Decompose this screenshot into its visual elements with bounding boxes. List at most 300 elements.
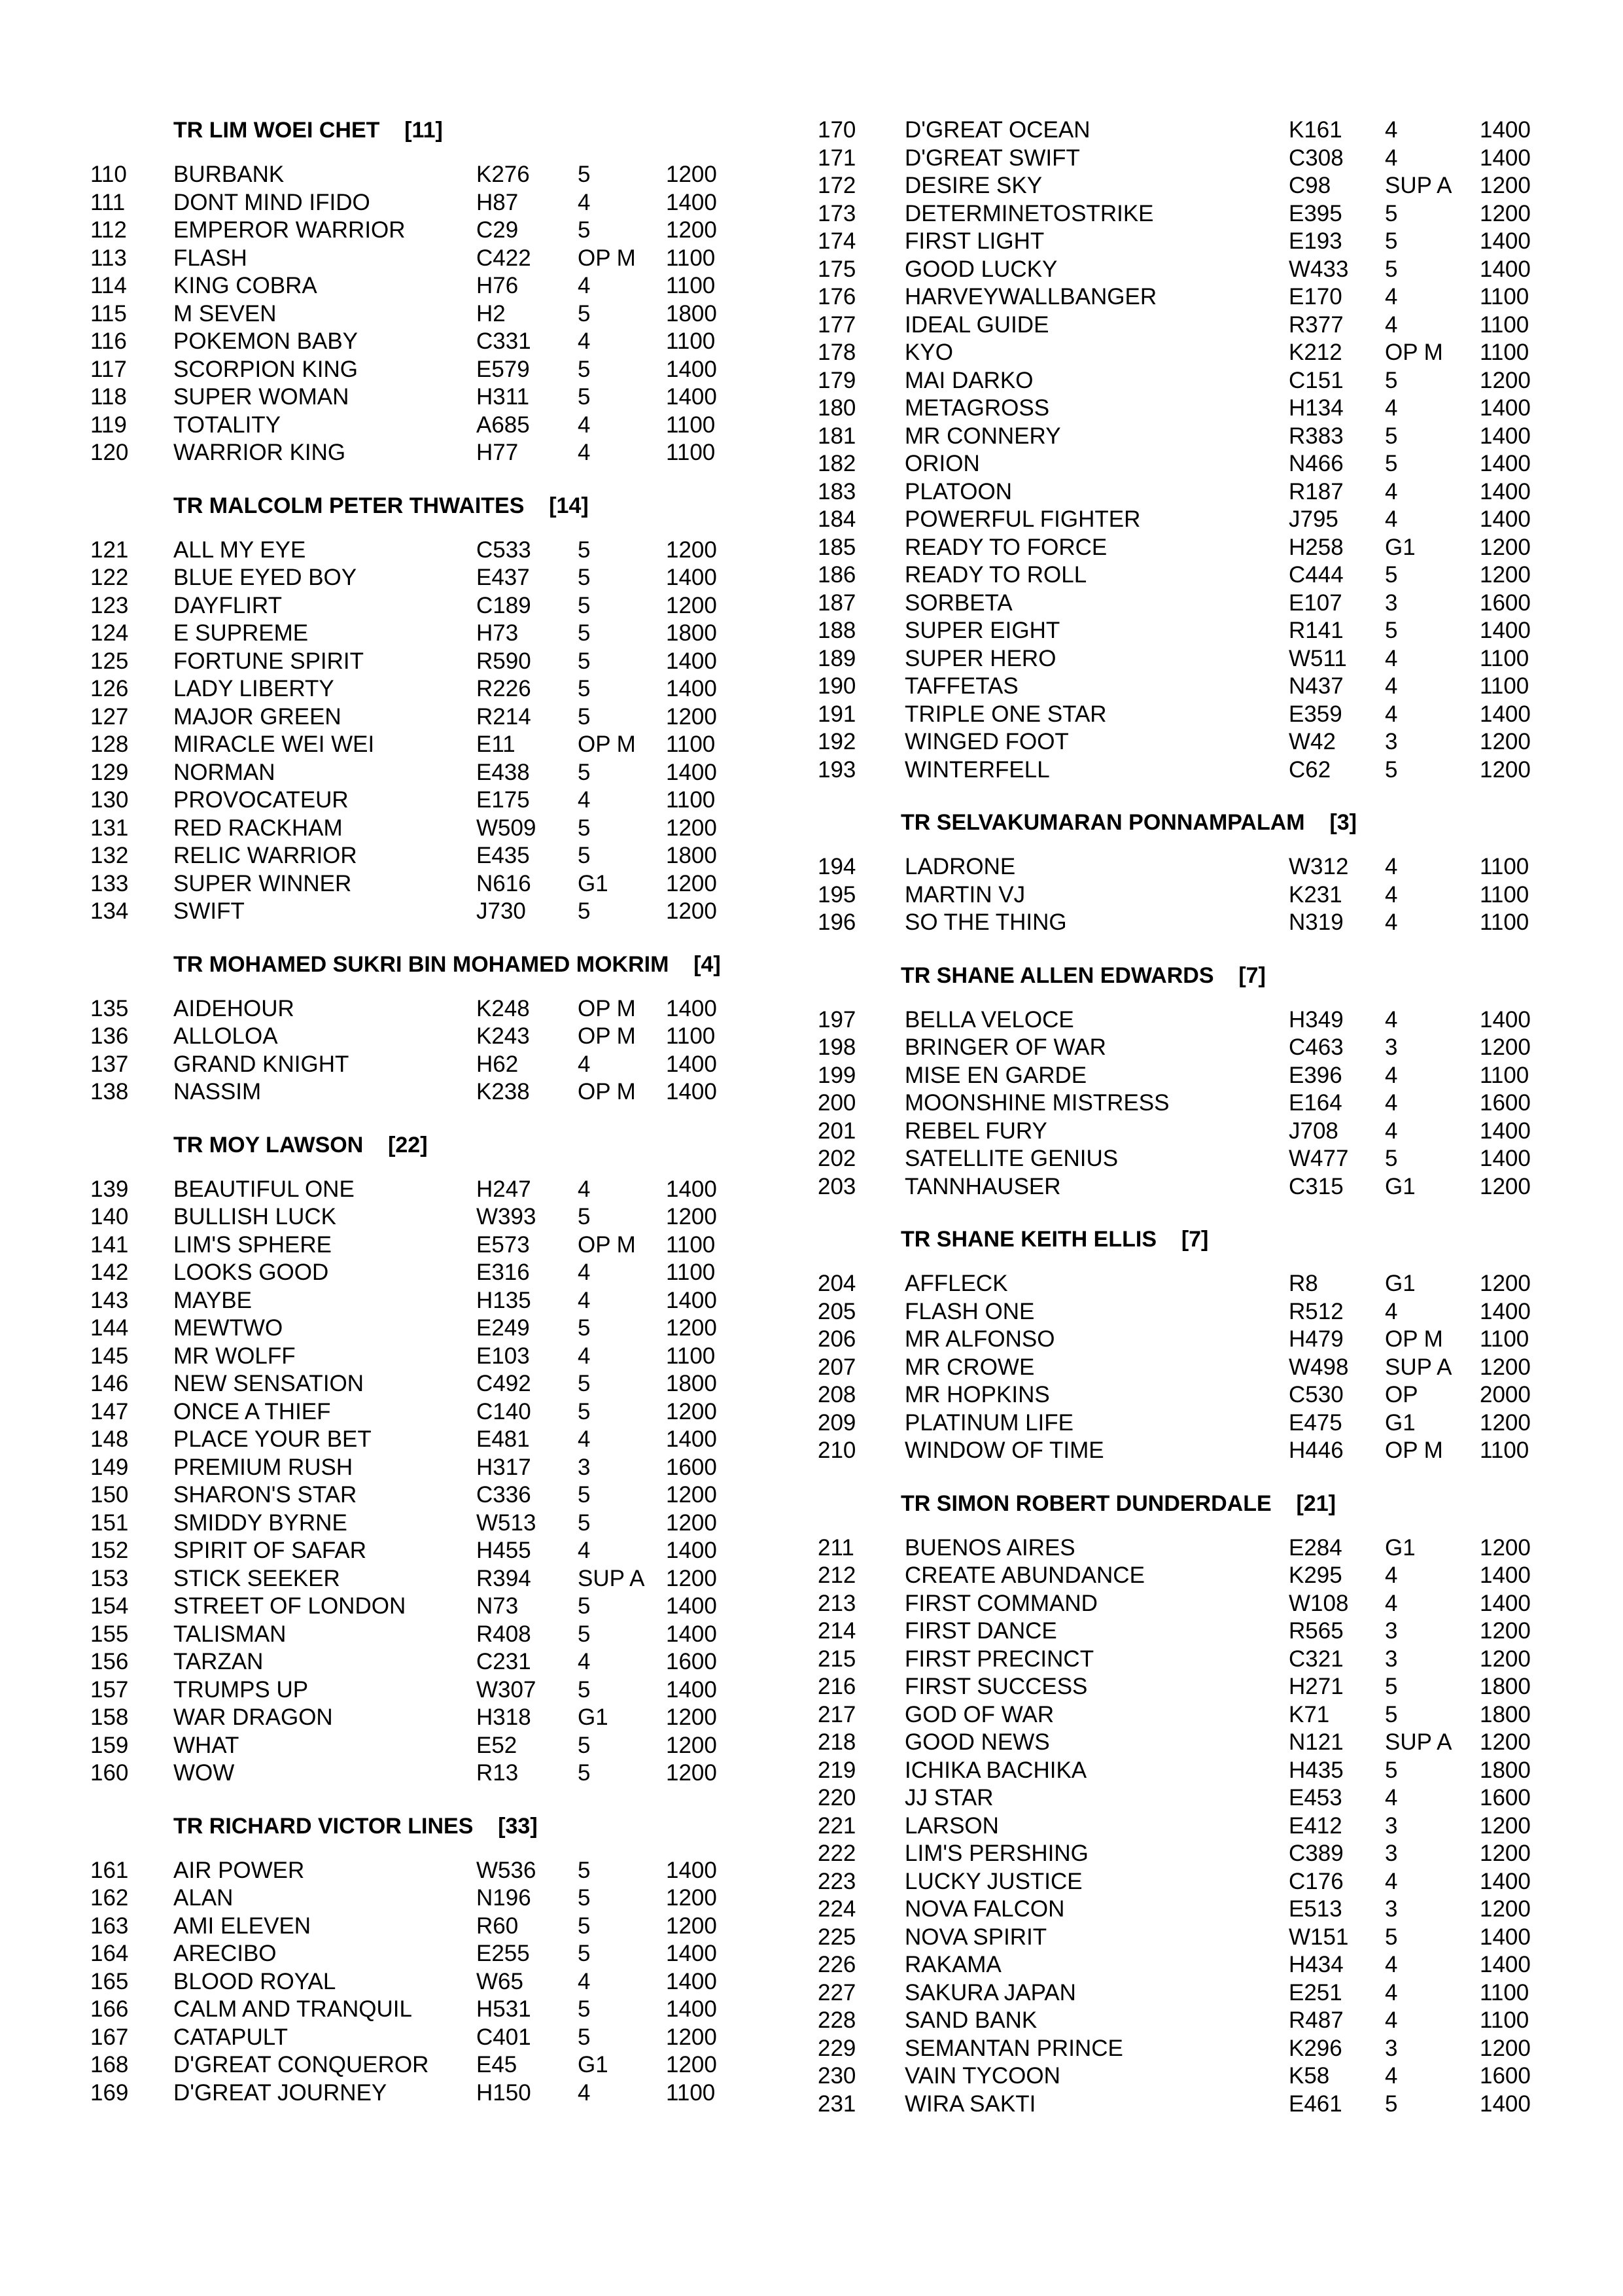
- entry-row: [90, 1259, 744, 1287]
- horse-number: 219: [818, 1757, 856, 1783]
- horse-distance: 1200: [666, 1315, 717, 1341]
- horse-number: 204: [818, 1271, 856, 1296]
- horse-distance: 1400: [666, 995, 717, 1021]
- horse-name: TALISMAN: [173, 1621, 287, 1647]
- horse-name: D'GREAT OCEAN: [905, 117, 1091, 143]
- entry-row: [818, 1617, 1537, 1646]
- horse-number: 166: [90, 1996, 129, 2022]
- horse-distance: 1200: [666, 2024, 717, 2050]
- horse-number: 169: [90, 2079, 129, 2106]
- horse-name: RELIC WARRIOR: [173, 843, 357, 868]
- entry-row: [90, 272, 744, 300]
- header-spacer: [818, 989, 1537, 1006]
- horse-class: G1: [1385, 1173, 1416, 1199]
- horse-code: H247: [476, 1176, 531, 1202]
- horse-distance: 1400: [1480, 1952, 1531, 1977]
- entry-row: [90, 1510, 744, 1538]
- horse-number: 146: [90, 1371, 129, 1396]
- horse-distance: 1200: [666, 1204, 717, 1229]
- trainer-label: TR SHANE ALLEN EDWARDS: [901, 963, 1214, 988]
- entry-row: [90, 592, 744, 620]
- entry-row: [90, 620, 744, 648]
- horse-class: 5: [1385, 756, 1398, 783]
- horse-number: 120: [90, 440, 129, 465]
- entry-row: [818, 450, 1537, 478]
- horse-number: 214: [818, 1618, 856, 1644]
- trainer-header: [90, 492, 744, 520]
- horse-distance: 1400: [666, 356, 717, 382]
- horse-distance: 1400: [1480, 1298, 1531, 1324]
- horse-number: 225: [818, 1924, 856, 1950]
- horse-number: 184: [818, 506, 856, 532]
- horse-distance: 1100: [666, 245, 716, 271]
- entry-row: [818, 1896, 1537, 1924]
- horse-name: AFFLECK: [905, 1271, 1008, 1296]
- trainer-name: [173, 1131, 428, 1159]
- horse-class: 5: [578, 620, 591, 646]
- horse-number: 218: [818, 1729, 856, 1755]
- horse-class: 5: [578, 300, 591, 327]
- horse-code: C98: [1289, 173, 1331, 198]
- entry-row: [90, 1287, 744, 1315]
- horse-distance: 1600: [1480, 1090, 1531, 1116]
- horse-class: 4: [578, 189, 591, 215]
- horse-name: FIRST LIGHT: [905, 228, 1045, 254]
- horse-class: 5: [1385, 1701, 1398, 1727]
- horse-number: 140: [90, 1204, 129, 1229]
- horse-distance: 1400: [1480, 451, 1531, 476]
- horse-number: 221: [818, 1812, 856, 1839]
- horse-number: 152: [90, 1538, 129, 1563]
- horse-name: BEAUTIFUL ONE: [173, 1176, 355, 1202]
- horse-class: 5: [578, 1315, 591, 1341]
- horse-class: 4: [1385, 1062, 1398, 1088]
- horse-number: 209: [818, 1409, 856, 1436]
- horse-class: 5: [578, 356, 591, 382]
- horse-class: 5: [1385, 1757, 1398, 1783]
- horse-number: 135: [90, 995, 129, 1021]
- horse-number: 198: [818, 1034, 856, 1060]
- entry-row: [90, 1203, 744, 1231]
- entry-row: [90, 995, 744, 1023]
- trainer-label: TR MOHAMED SUKRI BIN MOHAMED MOKRIM: [173, 951, 669, 977]
- horse-distance: 1200: [1480, 1841, 1531, 1866]
- trainer-horse-count: [22]: [388, 1132, 428, 1157]
- trainer-label: TR SIMON ROBERT DUNDERDALE: [901, 1491, 1272, 1516]
- horse-number: 137: [90, 1051, 129, 1077]
- horse-distance: 1200: [1480, 1618, 1531, 1644]
- horse-distance: 1100: [1480, 340, 1529, 365]
- horse-name: MR ALFONSO: [905, 1326, 1055, 1352]
- horse-class: G1: [1385, 1409, 1416, 1436]
- entry-row: [818, 1784, 1537, 1812]
- horse-name: WAR DRAGON: [173, 1704, 333, 1730]
- horse-code: H455: [476, 1538, 531, 1563]
- horse-name: REBEL FURY: [905, 1118, 1047, 1144]
- horse-class: 4: [578, 787, 591, 813]
- horse-number: 139: [90, 1176, 129, 1202]
- horse-name: MAI DARKO: [905, 367, 1034, 393]
- horse-name: CREATE ABUNDANCE: [905, 1563, 1145, 1588]
- horse-class: OP: [1385, 1382, 1418, 1407]
- trainer-name: [901, 1226, 1208, 1253]
- horse-code: C308: [1289, 145, 1344, 171]
- entry-row: [818, 2035, 1537, 2063]
- horse-class: 5: [578, 1913, 591, 1939]
- horse-number: 170: [818, 117, 856, 143]
- horse-class: OP M: [1385, 1438, 1443, 1463]
- horse-distance: 1100: [1480, 311, 1529, 338]
- header-spacer: [818, 1517, 1537, 1534]
- horse-class: 4: [1385, 701, 1398, 727]
- entry-row: [90, 439, 744, 467]
- horse-number: 125: [90, 648, 129, 674]
- horse-code: H317: [476, 1454, 531, 1480]
- horse-distance: 1200: [666, 1398, 717, 1424]
- horse-number: 142: [90, 1260, 129, 1285]
- horse-distance: 1400: [1480, 1146, 1531, 1171]
- horse-distance: 1200: [1480, 1409, 1531, 1436]
- horse-code: N437: [1289, 673, 1344, 699]
- horse-name: POWERFUL FIGHTER: [905, 506, 1141, 532]
- horse-class: OP M: [578, 995, 636, 1021]
- horse-code: N73: [476, 1593, 519, 1619]
- entry-row: [818, 1006, 1537, 1034]
- horse-code: H134: [1289, 395, 1344, 421]
- horse-class: G1: [578, 2052, 608, 2077]
- horse-name: NOVA FALCON: [905, 1896, 1065, 1922]
- trainer-label: TR SELVAKUMARAN PONNAMPALAM: [901, 810, 1305, 835]
- horse-class: 4: [1385, 478, 1398, 504]
- entry-row: [90, 1370, 744, 1398]
- horse-class: 4: [1385, 1006, 1398, 1033]
- horse-code: W307: [476, 1676, 536, 1703]
- horse-number: 147: [90, 1398, 129, 1424]
- horse-code: C321: [1289, 1646, 1344, 1672]
- horse-distance: 1200: [666, 217, 717, 243]
- horse-class: 4: [1385, 645, 1398, 671]
- trainer-horse-count: [14]: [549, 493, 589, 518]
- entry-row: [818, 728, 1537, 756]
- horse-class: 3: [1385, 590, 1398, 616]
- horse-name: BELLA VELOCE: [905, 1006, 1074, 1033]
- horse-class: 5: [1385, 1674, 1398, 1699]
- horse-class: OP M: [578, 1231, 636, 1258]
- horse-class: 4: [1385, 1785, 1398, 1810]
- horse-distance: 1200: [666, 1885, 717, 1911]
- horse-number: 178: [818, 340, 856, 365]
- section-spacer: [90, 1788, 744, 1812]
- horse-name: AIR POWER: [173, 1857, 305, 1883]
- horse-name: GRAND KNIGHT: [173, 1051, 349, 1077]
- trainer-header: [818, 1226, 1537, 1253]
- horse-code: K231: [1289, 881, 1342, 908]
- horse-class: G1: [1385, 1534, 1416, 1561]
- horse-code: K248: [476, 995, 530, 1021]
- horse-code: C533: [476, 537, 531, 563]
- horse-name: DETERMINETOSTRIKE: [905, 200, 1154, 226]
- horse-number: 226: [818, 1952, 856, 1977]
- horse-number: 177: [818, 311, 856, 338]
- horse-code: K71: [1289, 1701, 1330, 1727]
- horse-code: H135: [476, 1287, 531, 1313]
- entry-row: [818, 2091, 1537, 2119]
- entry-row: [90, 328, 744, 356]
- horse-number: 159: [90, 1732, 129, 1758]
- horse-name: PLACE YOUR BET: [173, 1426, 372, 1452]
- horse-number: 228: [818, 2007, 856, 2033]
- horse-code: R487: [1289, 2007, 1344, 2033]
- horse-class: 5: [578, 648, 591, 674]
- horse-code: E435: [476, 843, 530, 868]
- horse-number: 124: [90, 620, 129, 646]
- horse-name: SUPER EIGHT: [905, 618, 1060, 643]
- horse-name: TRUMPS UP: [173, 1676, 309, 1703]
- entry-row: [818, 1757, 1537, 1785]
- entry-row: [90, 1398, 744, 1426]
- horse-name: LUCKY JUSTICE: [905, 1868, 1083, 1894]
- horse-number: 150: [90, 1482, 129, 1508]
- trainer-name: [173, 492, 589, 520]
- horse-number: 195: [818, 881, 856, 908]
- horse-code: J795: [1289, 506, 1338, 532]
- horse-distance: 1600: [666, 1649, 717, 1674]
- horse-code: C422: [476, 245, 531, 271]
- horse-name: WINGED FOOT: [905, 729, 1069, 754]
- entry-row: [818, 1062, 1537, 1090]
- horse-class: 4: [1385, 1590, 1398, 1616]
- trainer-label: TR LIM WOEI CHET: [173, 118, 380, 143]
- horse-number: 134: [90, 898, 129, 924]
- entry-row: [818, 1562, 1537, 1590]
- horse-distance: 1200: [1480, 534, 1531, 560]
- horse-distance: 1400: [666, 1051, 717, 1077]
- horse-number: 206: [818, 1326, 856, 1352]
- horse-class: OP M: [578, 245, 636, 271]
- horse-distance: 1100: [1480, 1062, 1529, 1088]
- trainer-horse-count: [7]: [1181, 1227, 1209, 1252]
- horse-name: SATELLITE GENIUS: [905, 1146, 1119, 1171]
- horse-class: 5: [1385, 228, 1398, 254]
- horse-class: G1: [1385, 534, 1416, 560]
- horse-class: SUP A: [578, 1565, 645, 1591]
- horse-code: C189: [476, 592, 531, 618]
- horse-number: 231: [818, 2091, 856, 2117]
- horse-distance: 1200: [666, 703, 717, 730]
- entry-row: [90, 1593, 744, 1621]
- horse-code: W511: [1289, 645, 1347, 671]
- horse-code: W477: [1289, 1146, 1349, 1171]
- horse-class: 5: [1385, 423, 1398, 449]
- horse-number: 182: [818, 451, 856, 476]
- trainer-name: [173, 116, 443, 144]
- horse-name: NOVA SPIRIT: [905, 1924, 1047, 1950]
- header-spacer: [818, 836, 1537, 853]
- entry-row: [90, 1884, 744, 1913]
- horse-distance: 1100: [666, 1023, 716, 1049]
- horse-class: 5: [578, 815, 591, 841]
- horse-code: E316: [476, 1260, 530, 1285]
- horse-distance: 1400: [1480, 618, 1531, 643]
- horse-code: K238: [476, 1079, 530, 1104]
- horse-name: MARTIN VJ: [905, 881, 1026, 908]
- horse-distance: 1100: [1480, 854, 1529, 879]
- horse-number: 130: [90, 787, 129, 813]
- horse-class: 5: [578, 1732, 591, 1758]
- entry-row: [818, 617, 1537, 645]
- horse-distance: 2000: [1480, 1382, 1531, 1407]
- horse-distance: 1400: [666, 1857, 717, 1883]
- horse-number: 112: [90, 217, 127, 243]
- horse-code: H73: [476, 620, 519, 646]
- horse-class: 4: [578, 412, 591, 438]
- horse-code: R512: [1289, 1298, 1344, 1324]
- entry-row: [90, 759, 744, 787]
- horse-number: 229: [818, 2035, 856, 2061]
- horse-class: 5: [1385, 618, 1398, 643]
- entry-row: [90, 537, 744, 565]
- entry-row: [818, 172, 1537, 200]
- entry-row: [90, 786, 744, 815]
- horse-name: BLUE EYED BOY: [173, 565, 357, 590]
- horse-code: W433: [1289, 256, 1349, 282]
- horse-class: 4: [1385, 1090, 1398, 1116]
- horse-class: 4: [578, 1968, 591, 1994]
- entry-row: [818, 1979, 1537, 2007]
- trainer-label: TR SHANE KEITH ELLIS: [901, 1227, 1157, 1252]
- horse-name: SUPER WOMAN: [173, 384, 349, 410]
- horse-class: SUP A: [1385, 173, 1452, 198]
- horse-number: 157: [90, 1676, 129, 1703]
- horse-number: 230: [818, 2063, 856, 2089]
- horse-number: 133: [90, 870, 129, 896]
- horse-class: 5: [1385, 1924, 1398, 1950]
- entry-row: [818, 506, 1537, 534]
- horse-code: C389: [1289, 1841, 1344, 1866]
- horse-number: 155: [90, 1621, 129, 1647]
- horse-name: READY TO FORCE: [905, 534, 1108, 560]
- horse-number: 175: [818, 256, 856, 282]
- horse-class: OP M: [1385, 340, 1443, 365]
- horse-name: WOW: [173, 1760, 235, 1786]
- horse-distance: 1200: [666, 898, 717, 924]
- horse-code: H77: [476, 440, 519, 465]
- horse-distance: 1100: [1480, 1438, 1529, 1463]
- entry-row: [818, 367, 1537, 395]
- horse-number: 153: [90, 1565, 129, 1591]
- entry-row: [818, 1381, 1537, 1409]
- horse-number: 117: [90, 356, 127, 382]
- entry-row: [90, 1857, 744, 1885]
- horse-distance: 1800: [666, 843, 717, 868]
- horse-distance: 1400: [1480, 1924, 1531, 1950]
- horse-distance: 1400: [666, 1941, 717, 1966]
- horse-code: R383: [1289, 423, 1344, 449]
- horse-name: SCORPION KING: [173, 356, 358, 382]
- horse-class: 5: [578, 537, 591, 563]
- horse-number: 129: [90, 759, 129, 785]
- horse-code: E249: [476, 1315, 530, 1341]
- horse-number: 121: [90, 537, 129, 563]
- horse-distance: 1200: [1480, 173, 1531, 198]
- horse-name: FIRST COMMAND: [905, 1590, 1098, 1616]
- horse-number: 192: [818, 729, 856, 754]
- horse-number: 148: [90, 1426, 129, 1452]
- horse-class: 5: [1385, 200, 1398, 226]
- entry-row: [818, 1840, 1537, 1868]
- entry-row: [818, 256, 1537, 284]
- horse-class: 4: [1385, 117, 1398, 143]
- horse-name: STICK SEEKER: [173, 1565, 340, 1591]
- horse-distance: 1200: [1480, 1034, 1531, 1060]
- horse-number: 227: [818, 1979, 856, 2005]
- horse-class: 3: [1385, 2035, 1398, 2061]
- horse-distance: 1100: [666, 1260, 716, 1285]
- horse-name: WARRIOR KING: [173, 440, 346, 465]
- horse-name: MR CONNERY: [905, 423, 1061, 449]
- horse-class: OP M: [1385, 1326, 1443, 1352]
- horse-name: D'GREAT CONQUEROR: [173, 2052, 429, 2077]
- entry-row: [818, 701, 1537, 729]
- trainer-label: TR MOY LAWSON: [173, 1132, 364, 1157]
- header-spacer: [90, 1159, 744, 1176]
- horse-number: 179: [818, 367, 856, 393]
- horse-name: MEWTWO: [173, 1315, 283, 1341]
- horse-distance: 1100: [1480, 1979, 1529, 2005]
- horse-name: D'GREAT SWIFT: [905, 145, 1080, 171]
- horse-distance: 1200: [666, 162, 717, 187]
- trainer-name: [901, 809, 1357, 836]
- horse-number: 174: [818, 228, 856, 254]
- horse-number: 216: [818, 1674, 856, 1699]
- horse-number: 189: [818, 645, 856, 671]
- horse-distance: 1400: [666, 1593, 717, 1619]
- horse-name: CALM AND TRANQUIL: [173, 1996, 412, 2022]
- horse-code: K276: [476, 162, 530, 187]
- horse-class: 3: [1385, 729, 1398, 754]
- horse-code: W151: [1289, 1924, 1349, 1950]
- horse-class: 4: [578, 2079, 591, 2106]
- entry-row: [90, 245, 744, 273]
- horse-name: AMI ELEVEN: [173, 1913, 311, 1939]
- horse-code: R226: [476, 676, 531, 701]
- horse-name: WIRA SAKTI: [905, 2091, 1036, 2117]
- left-column: [90, 116, 744, 2107]
- horse-code: E107: [1289, 590, 1342, 616]
- horse-code: H349: [1289, 1006, 1344, 1033]
- horse-code: W498: [1289, 1354, 1349, 1380]
- horse-code: C231: [476, 1649, 531, 1674]
- header-spacer: [90, 520, 744, 537]
- entry-row: [90, 1023, 744, 1051]
- horse-code: H271: [1289, 1674, 1344, 1699]
- horse-class: 5: [578, 565, 591, 590]
- horse-distance: 1400: [1480, 1590, 1531, 1616]
- horse-code: C444: [1289, 562, 1344, 588]
- entry-row: [818, 1089, 1537, 1118]
- horse-class: 5: [578, 217, 591, 243]
- trainer-name: [901, 962, 1266, 989]
- entry-row: [818, 1173, 1537, 1201]
- horse-distance: 1200: [666, 2052, 717, 2077]
- entry-row: [90, 1704, 744, 1732]
- entry-row: [90, 2051, 744, 2079]
- horse-code: C29: [476, 217, 519, 243]
- horse-name: LADY LIBERTY: [173, 676, 334, 701]
- entry-row: [90, 1940, 744, 1968]
- horse-number: 128: [90, 732, 129, 757]
- horse-code: R408: [476, 1621, 531, 1647]
